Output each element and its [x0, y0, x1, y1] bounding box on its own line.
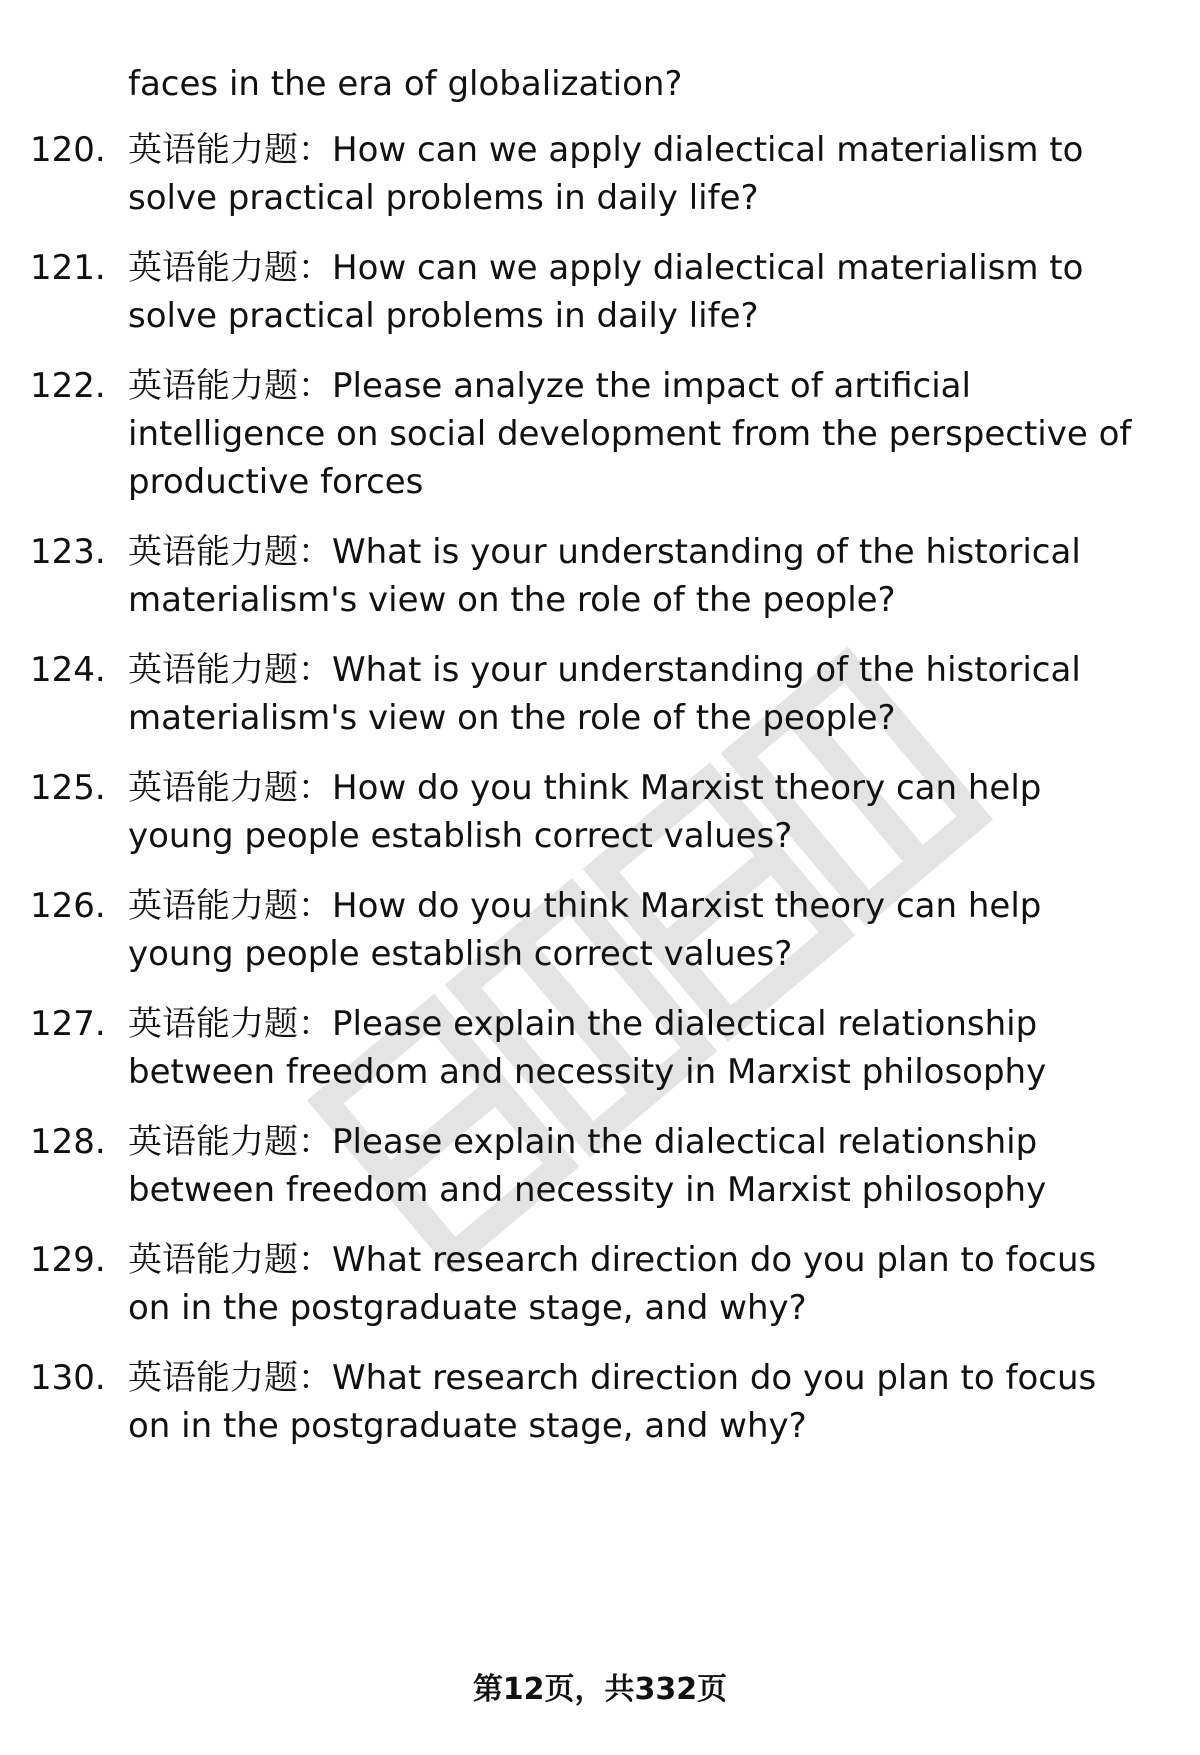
question-text-line: 英语能力题：Please explain the dialectical relationship	[128, 1122, 1038, 1162]
question-text-line: 英语能力题：How do you think Marxist theory can help	[128, 886, 1042, 926]
question-text-line: 英语能力题：What research direction do you plan to focus	[128, 1358, 1097, 1398]
question-text-line: materialism's view on the role of the people?	[128, 580, 896, 620]
question-number: 122.	[30, 366, 106, 406]
question-text	[128, 362, 1158, 506]
question-text	[128, 1000, 1158, 1096]
question-text-line: 英语能力题：What is your understanding of the historical	[128, 650, 1081, 690]
question-text-line: on in the postgraduate stage, and why?	[128, 1406, 807, 1446]
question-text-line: solve practical problems in daily life?	[128, 296, 759, 336]
question-text	[128, 882, 1158, 978]
question-text	[128, 1354, 1158, 1450]
question-number: 123.	[30, 532, 106, 572]
question-text-line: intelligence on social development from the perspective of	[128, 414, 1132, 454]
question-text-line: young people establish correct values?	[128, 816, 793, 856]
question-text-line: 英语能力题：What is your understanding of the historical	[128, 532, 1081, 572]
page-indicator: 第12页，共332页	[472, 1672, 728, 1707]
question-number: 125.	[30, 768, 106, 808]
question-text	[128, 646, 1158, 742]
question-text-line: 英语能力题：How can we apply dialectical materialism to	[128, 248, 1084, 288]
question-text	[128, 244, 1158, 340]
question-text-line: 英语能力题：What research direction do you plan to focus	[128, 1240, 1097, 1280]
question-text-line: materialism's view on the role of the people?	[128, 698, 896, 738]
question-text-line: on in the postgraduate stage, and why?	[128, 1288, 807, 1328]
question-text	[128, 126, 1158, 222]
question-text	[128, 764, 1158, 860]
question-text-line: young people establish correct values?	[128, 934, 793, 974]
question-number: 129.	[30, 1240, 106, 1280]
question-number: 124.	[30, 650, 106, 690]
question-text-line: between freedom and necessity in Marxist philosophy	[128, 1170, 1047, 1210]
question-text	[128, 528, 1158, 624]
question-number: 121.	[30, 248, 106, 288]
question-text	[128, 1236, 1158, 1332]
question-text-line: 英语能力题：Please analyze the impact of artificial	[128, 366, 971, 406]
question-number: 130.	[30, 1358, 106, 1398]
question-number: 126.	[30, 886, 106, 926]
question-text-line: 英语能力题：Please explain the dialectical relationship	[128, 1004, 1038, 1044]
question-number: 120.	[30, 130, 106, 170]
question-text-line: productive forces	[128, 462, 424, 502]
continuation-line: faces in the era of globalization?	[128, 64, 683, 104]
question-number: 128.	[30, 1122, 106, 1162]
question-text-line: 英语能力题：How do you think Marxist theory can help	[128, 768, 1042, 808]
question-text-line: between freedom and necessity in Marxist philosophy	[128, 1052, 1047, 1092]
question-text-line: solve practical problems in daily life?	[128, 178, 759, 218]
question-text	[128, 1118, 1158, 1214]
question-number: 127.	[30, 1004, 106, 1044]
question-text-line: 英语能力题：How can we apply dialectical materialism to	[128, 130, 1084, 170]
